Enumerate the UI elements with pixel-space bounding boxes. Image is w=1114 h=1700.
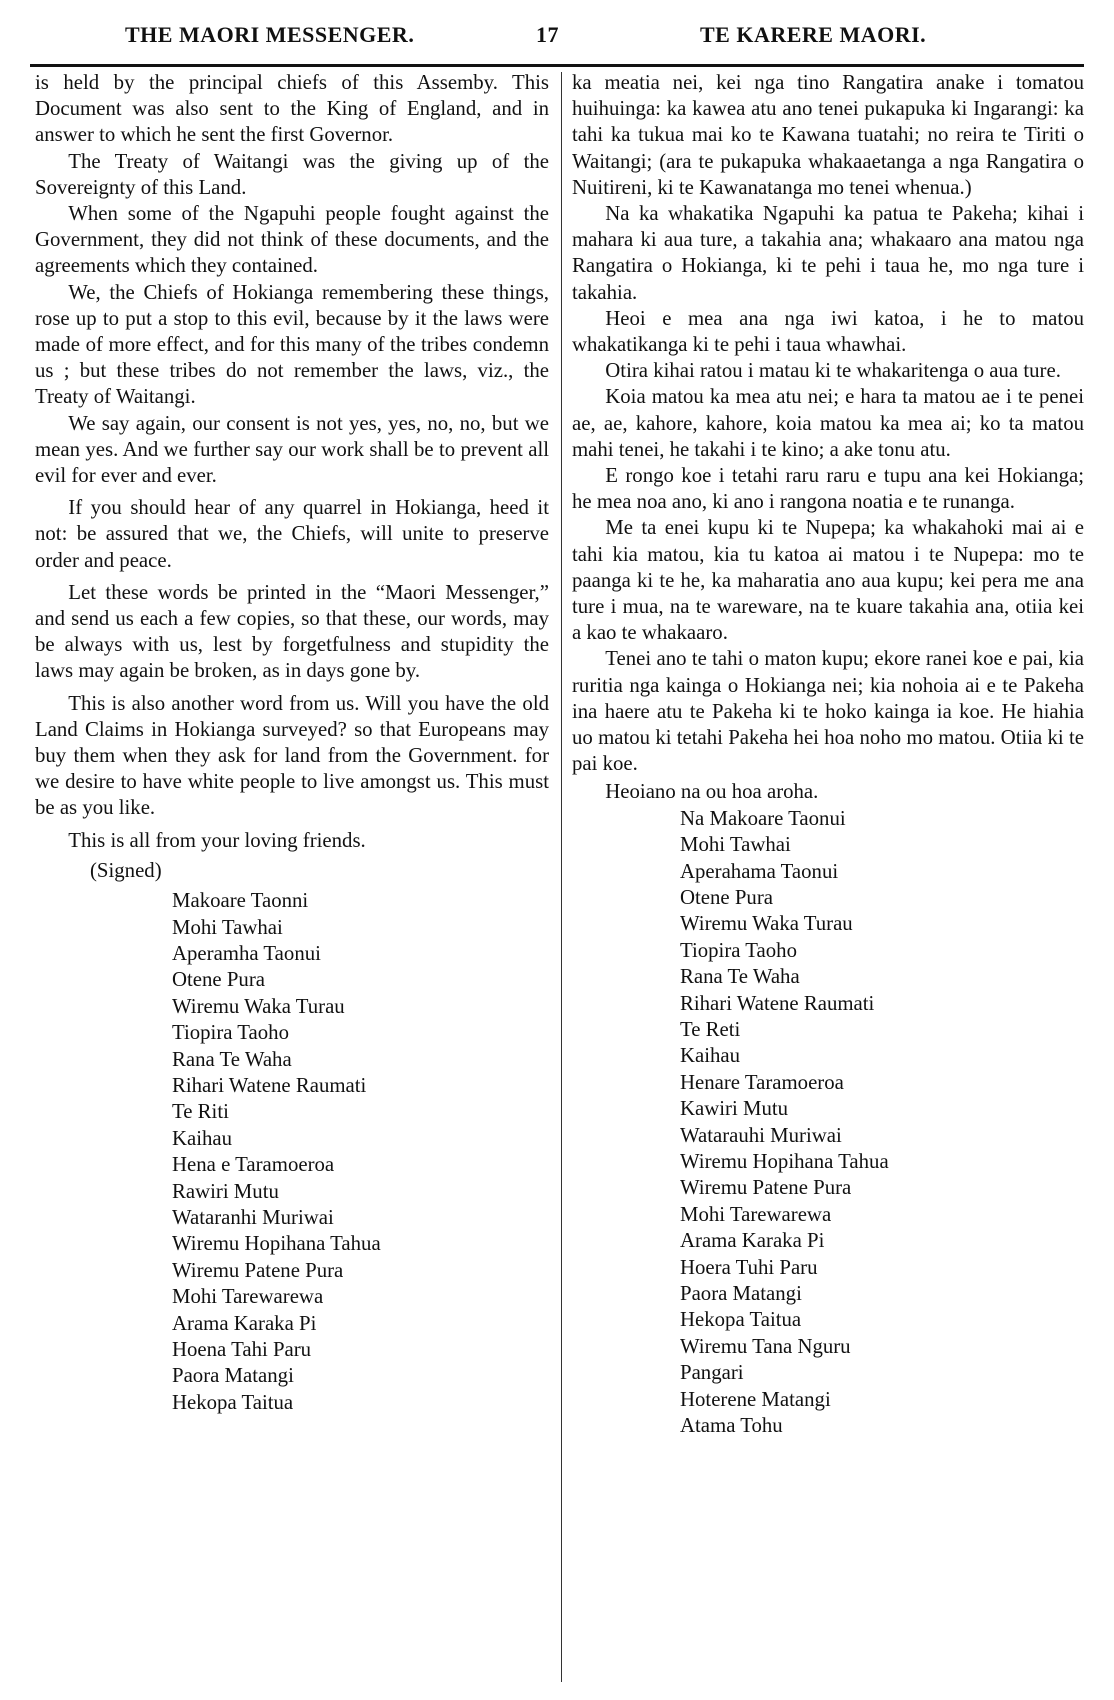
- maori-closing: Heoiano na ou hoa aroha.: [605, 780, 819, 804]
- signatory-name: Hekopa Taitua: [680, 1308, 802, 1332]
- maori-column: [572, 70, 1084, 1439]
- signatory-name: Te Riti: [172, 1100, 229, 1124]
- signed-label: (Signed): [90, 858, 162, 882]
- maori-paragraph: Heoi e mea ana nga iwi katoa, i he to matou whakatikanga ki te pehi i taua whawhai.: [572, 306, 1084, 357]
- signatory-name: Wiremu Patene Pura: [172, 1258, 344, 1282]
- signatory-name: Wiremu Hopihana Tahua: [680, 1149, 889, 1173]
- signatory-name: Rihari Watene Raumati: [680, 991, 875, 1015]
- english-paragraph: Let these words be printed in the “Maori Messenger,” and send us each a few copies, so that these, our words, may be always with us, lest by forgetfulness and stupidity the laws may again be broken, as in days gone by.: [35, 580, 549, 683]
- header-rule: [30, 64, 1084, 67]
- english-paragraph: This is also another word from us. Will you have the old Land Claims in Hokianga surveyed? so that Europeans may buy them when they ask for land from the Government. for we desire to have white people to live amongst us. This must be as you like.: [35, 691, 549, 820]
- signatory-name: Otene Pura: [172, 968, 265, 992]
- signatory-name: Wiremu Waka Turau: [680, 912, 853, 936]
- signatory-name: Pangari: [680, 1361, 744, 1385]
- english-paragraph: If you should hear of any quarrel in Hokianga, heed it not: be assured that we, the Chiefs, will unite to preserve order and peace.: [35, 496, 549, 572]
- signatory-name: Aperamha Taonui: [172, 941, 321, 965]
- english-closing: This is all from your loving friends.: [68, 828, 366, 852]
- english-paragraph: The Treaty of Waitangi was the giving up of the Sovereignty of this Land.: [35, 149, 549, 199]
- signatory-name: Tiopira Taoho: [172, 1021, 289, 1045]
- signatory-name: Wiremu Waka Turau: [172, 994, 345, 1018]
- page-header: [0, 14, 1114, 58]
- maori-signatory-list: [572, 806, 1084, 1440]
- signatory-name: Mohi Tawhai: [172, 915, 283, 939]
- english-signatory-list: [35, 888, 549, 1416]
- maori-paragraph: E rongo koe i tetahi raru raru e tupu ana kei Hokianga; he mea noa ano, ki ano i rangona noatia e te runanga.: [572, 464, 1084, 514]
- signatory-name: Paora Matangi: [680, 1282, 802, 1305]
- signatory-name: Atama Tohu: [680, 1414, 783, 1438]
- signatory-name: Henare Taramoeroa: [680, 1070, 844, 1094]
- signatory-name: Hoterene Matangi: [680, 1387, 831, 1411]
- signatory-name: Hoera Tuhi Paru: [680, 1255, 818, 1279]
- english-column: [35, 70, 549, 1416]
- maori-paragraph: Tenei ano te tahi o maton kupu; ekore ranei koe e pai, kia ruritia nga kainga o Hokianga nei; kia nohoia ai e te Pakeha ina haere atu te Pakeha ki te hoko kainga ia koe. He hiahia uo matou ki tetahi Pakeha hei hoa noho mo matou. Otiia ki te pai koe.: [572, 647, 1084, 776]
- english-paragraph: We, the Chiefs of Hokianga remembering these things, rose up to put a stop to this evil, because by it the laws were made of more effect, and for this many of the tribes condemn us ; but these tribes do not remember the laws, viz., the Treaty of Waitangi.: [35, 280, 549, 409]
- signatory-name: Hoena Tahi Paru: [172, 1338, 312, 1361]
- signatory-name: Wataranhi Muriwai: [172, 1205, 334, 1229]
- maori-paragraph: Na ka whakatika Ngapuhi ka patua te Pakeha; kihai i mahara ki aua ture, a takahia ana; whakaaro ana matou nga Rangatira o Hokianga, ki te pehi i taua he, mo nga ture i takahia.: [572, 202, 1084, 304]
- signatory-name: Wiremu Patene Pura: [680, 1176, 852, 1200]
- maori-paragraph: Koia matou ka mea atu nei; e hara ta matou ae i te penei ae, ae, kahore, kahore, koia matou ka mea ai; ko ta matou mahi tenei, he takahi i te kino; a ake tonu atu.: [572, 385, 1084, 461]
- signatory-name: Aperahama Taonui: [680, 859, 839, 883]
- signatory-name: Mohi Tawhai: [680, 833, 791, 857]
- column-divider: [561, 72, 562, 1682]
- signatory-name: Hekopa Taitua: [172, 1390, 294, 1414]
- signatory-name: Kaihau: [172, 1126, 233, 1150]
- page-number: 17: [536, 22, 559, 47]
- english-paragraph: We say again, our consent is not yes, yes, no, no, but we mean yes. And we further say our work shall be to prevent all evil for ever and ever.: [35, 411, 549, 488]
- signatory-name: Hena e Taramoeroa: [172, 1153, 335, 1177]
- english-paragraph: When some of the Ngapuhi people fought against the Government, they did not think of these documents, and the agreements which they contained.: [35, 202, 549, 278]
- maori-paragraph: Otira kihai ratou i matau ki te whakaritenga o aua ture.: [605, 359, 1061, 383]
- signatory-name: Rawiri Mutu: [172, 1179, 279, 1203]
- signatory-name: Watarauhi Muriwai: [680, 1123, 842, 1147]
- maori-paragraph: Me ta enei kupu ki te Nupepa; ka whakahoki mai ai e tahi kia matou, kia tu katoa ai matou i te Nupepa: mo te paanga ki te he, ka maharatia ano aua kupu; kei pera me ana ture i mua, na te wareware, na te kuare takahia ana, otiia kei a kao te whakaaro.: [572, 516, 1084, 645]
- signatory-name: Wiremu Tana Nguru: [680, 1334, 851, 1358]
- english-title: THE MAORI MESSENGER.: [125, 22, 415, 47]
- signatory-name: Rihari Watene Raumati: [172, 1073, 367, 1097]
- maori-title: TE KARERE MAORI.: [700, 22, 927, 47]
- signatory-name: Rana Te Waha: [172, 1047, 292, 1071]
- signatory-name: Arama Karaka Pi: [172, 1311, 317, 1335]
- signatory-name: Wiremu Hopihana Tahua: [172, 1232, 381, 1256]
- signatory-name: Kaihau: [680, 1044, 741, 1068]
- signatory-name: Makoare Taonni: [172, 889, 309, 913]
- signatory-name: Arama Karaka Pi: [680, 1229, 825, 1253]
- signatory-name: Te Reti: [680, 1017, 741, 1041]
- signatory-name: Mohi Tarewarewa: [172, 1285, 324, 1309]
- signatory-name: Otene Pura: [680, 885, 773, 909]
- english-paragraph: is held by the principal chiefs of this Assemby. This Document was also sent to the King of England, and in answer to which he sent the first Governor.: [35, 71, 549, 147]
- signatory-name: Mohi Tarewarewa: [680, 1202, 832, 1226]
- signatory-name: Na Makoare Taonui: [680, 806, 846, 830]
- signatory-name: Tiopira Taoho: [680, 938, 797, 962]
- maori-paragraph: ka meatia nei, kei nga tino Rangatira anake i tomatou huihuinga: ka kawea atu ano tenei pukapuka ki Ingarangi: ka tahi ka tukua mai ko te Kawana tuatahi; no reira te Tiriti o Waitangi; (ara te pukapuka whakaaetanga a nga Rangatira o Nuitireni, ki te Kawanatanga mo tenei whenua.): [572, 71, 1084, 199]
- signatory-name: Kawiri Mutu: [680, 1097, 789, 1121]
- signatory-name: Rana Te Waha: [680, 965, 800, 989]
- signatory-name: Paora Matangi: [172, 1364, 294, 1388]
